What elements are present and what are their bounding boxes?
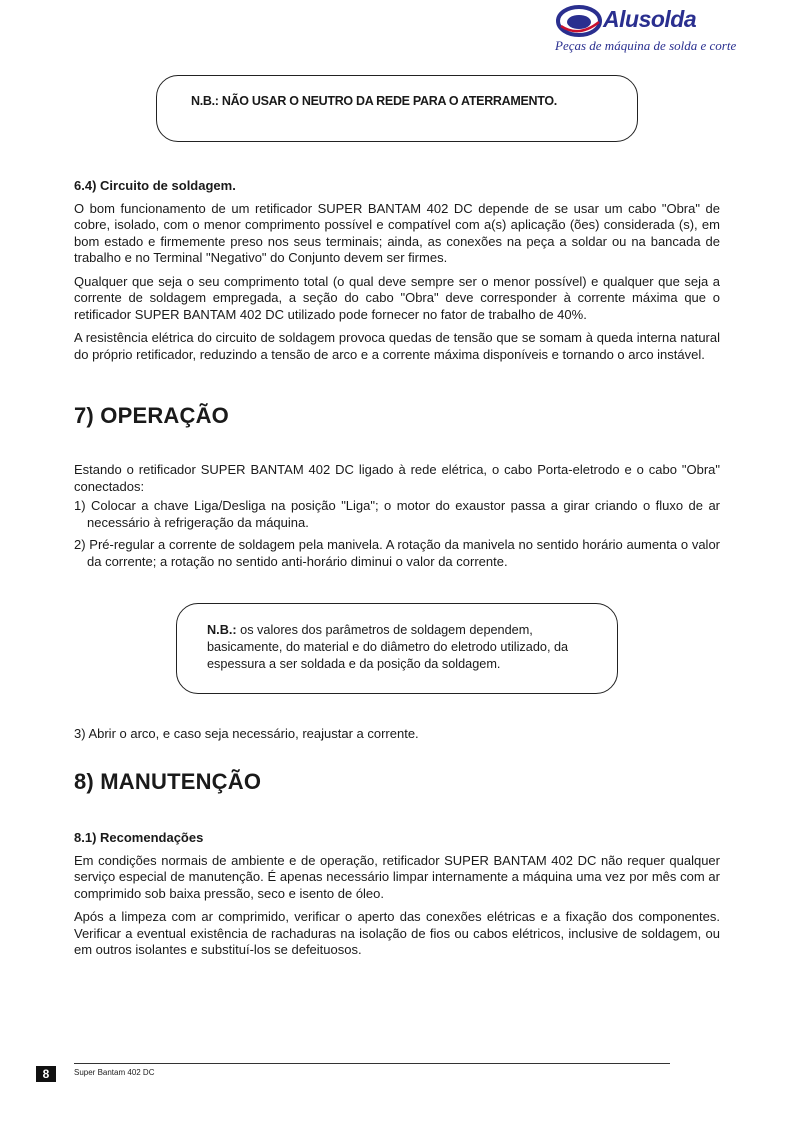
alusolda-logo: [553, 2, 737, 58]
section-6-4-paragraph-3: A resistência elétrica do circuito de soldagem provoca quedas de tensão que se somam à queda interna natural do próprio retificador, reduzindo a tensão de arco e a corrente máxima disponíveis e tornando o arco instável.: [74, 330, 720, 362]
logo-tagline: Peças de máquina de solda e corte: [555, 38, 737, 53]
logo-name-part1: Alu: [603, 6, 639, 32]
note-grounding-text: N.B.: NÃO USAR O NEUTRO DA REDE PARA O ATERRAMENTO.: [191, 94, 557, 108]
note-box-parameters: [176, 603, 618, 694]
logo-wordmark: [603, 6, 696, 33]
footer-doc-title: Super Bantam 402 DC: [74, 1068, 155, 1077]
section-7-heading: 7) OPERAÇÃO: [74, 403, 229, 428]
section-7-body: [74, 462, 720, 570]
note-parameters-body: os valores dos parâmetros de soldagem dependem, basicamente, do material e do diâmetro do eletrodo utilizado, da espessura a ser soldada e da posição da soldagem.: [207, 623, 569, 671]
footer-divider: [74, 1063, 670, 1064]
section-8-body: [74, 830, 720, 959]
section-7-intro: Estando o retificador SUPER BANTAM 402 DC ligado à rede elétrica, o cabo Porta-eletrodo e o cabo "Obra" conectados:: [74, 462, 720, 494]
section-8-1-paragraph-1: Em condições normais de ambiente e de operação, retificador SUPER BANTAM 402 DC não requer qualquer serviço especial de manutenção. É apenas necessário limpar internamente a máquina uma vez por mês com ar comprimido sob baixa pressão, seco e isento de óleo.: [74, 852, 720, 901]
section-7-step-2: 2) Pré-regular a corrente de soldagem pela manivela. A rotação da manivela no sentido horário aumenta o valor da corrente; a rotação no sentido anti-horário diminui o valor da corrente.: [74, 537, 720, 569]
page-number: 8: [36, 1066, 56, 1082]
section-8-1-paragraph-2: Após a limpeza com ar comprimido, verificar o aperto das conexões elétricas e a fixação dos componentes. Verificar a eventual existência de rachaduras na isolação de fios ou cabos elétricos, inclusive de soldagem, ou em outros isolantes e substituí-los se defeituosos.: [74, 909, 720, 957]
section-6-4-heading: 6.4) Circuito de soldagem.: [74, 178, 236, 193]
section-8-1-heading: 8.1) Recomendações: [74, 830, 204, 845]
section-6-4-paragraph-2: Qualquer que seja o seu comprimento total (o qual deve sempre ser o menor possível) e qualquer que seja a corrente de soldagem empregada, a seção do cabo "Obra" deve corresponder à corrente máxima que o retificador SUPER BANTAM 402 DC utilizado pode fornecer no fator de trabalho de 40%.: [74, 273, 720, 322]
section-8-heading: 8) MANUTENÇÃO: [74, 769, 262, 794]
logo-swoosh-icon: [555, 4, 603, 38]
note-box-grounding: [156, 75, 638, 142]
section-7-step-3: 3) Abrir o arco, e caso seja necessário, reajustar a corrente.: [74, 726, 419, 741]
section-6-4: [74, 178, 720, 363]
section-6-4-paragraph-1: O bom funcionamento de um retificador SUPER BANTAM 402 DC depende de se usar um cabo "Obra" de cobre, isolado, com o menor comprimento possível e compatível com a(s) aplicação (ões) considerada (s), em bom estado e firmemente preso nos seus terminais; ainda, as conexões na peça a soldar ou na bancada de trabalho e no Terminal "Negativo" do Conjunto devem ser firmes.: [74, 200, 720, 265]
note-parameters-label: N.B.:: [207, 623, 237, 637]
logo-name-part2: solda: [638, 6, 697, 32]
section-7-step-3-block: [74, 726, 720, 743]
note-parameters-text: [207, 622, 591, 673]
section-7-step-1: 1) Colocar a chave Liga/Desliga na posição "Liga"; o motor do exaustor passa a girar criando o fluxo de ar necessário à refrigeração da máquina.: [74, 498, 720, 530]
